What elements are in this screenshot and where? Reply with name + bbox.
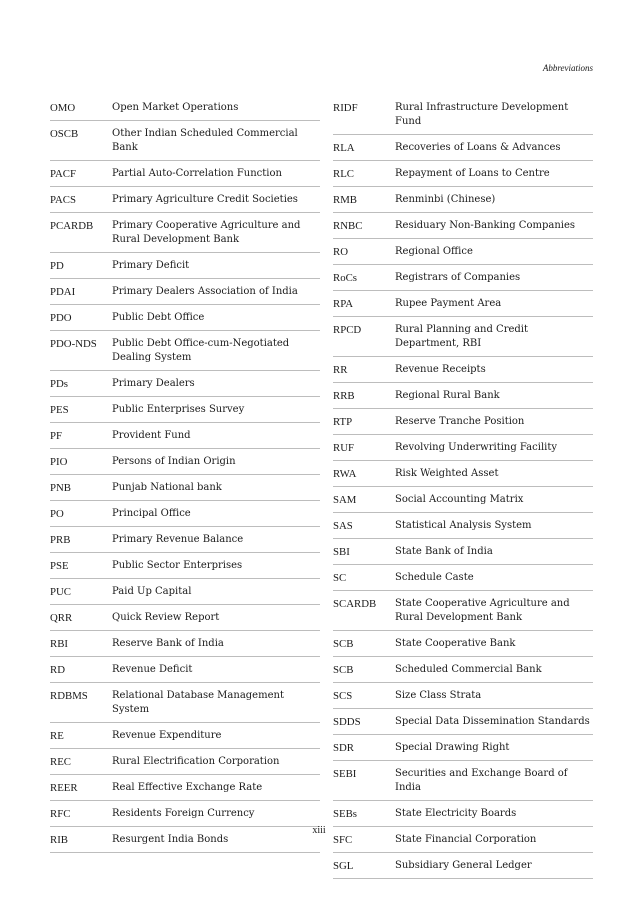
abbreviation-list-left	[50, 96, 320, 853]
abbreviation-term: PDAI	[50, 286, 76, 298]
abbreviation-row	[50, 96, 320, 121]
abbreviation-expansion: Primary Cooperative Agriculture and Rural Development Bank	[112, 220, 301, 245]
abbreviation-expansion: Open Market Operations	[112, 102, 239, 113]
abbreviation-term: RWA	[333, 468, 357, 480]
abbreviation-row	[333, 513, 593, 539]
abbreviation-row	[50, 553, 320, 579]
abbreviation-row	[50, 579, 320, 605]
abbreviation-row	[50, 187, 320, 213]
abbreviation-row	[333, 161, 593, 187]
abbreviation-row	[333, 461, 593, 487]
abbreviation-expansion: Reserve Bank of India	[112, 638, 224, 649]
abbreviation-term: RO	[333, 246, 348, 258]
abbreviation-term: PD	[50, 260, 64, 272]
abbreviation-expansion: Relational Database Management System	[112, 690, 284, 715]
running-header: Abbreviations	[542, 63, 593, 73]
abbreviation-row	[50, 449, 320, 475]
abbreviation-term: PSE	[50, 560, 69, 572]
abbreviation-row	[50, 501, 320, 527]
abbreviation-term: REC	[50, 756, 71, 768]
abbreviation-expansion: State Electricity Boards	[395, 808, 517, 819]
abbreviation-expansion: Revenue Deficit	[112, 664, 193, 675]
abbreviation-term: SAS	[333, 520, 353, 532]
abbreviation-row	[50, 253, 320, 279]
abbreviation-row	[50, 527, 320, 553]
abbreviation-row	[333, 761, 593, 801]
abbreviation-term: RNBC	[333, 220, 363, 232]
abbreviation-expansion: Public Sector Enterprises	[112, 560, 243, 571]
abbreviation-row	[333, 213, 593, 239]
abbreviation-term: RoCs	[333, 272, 358, 284]
abbreviation-expansion: State Bank of India	[395, 546, 493, 557]
abbreviation-term: SDR	[333, 742, 355, 754]
abbreviation-term: PACF	[50, 168, 77, 180]
abbreviation-term: PIO	[50, 456, 68, 468]
abbreviation-term: PDO-NDS	[50, 338, 97, 350]
abbreviation-row	[50, 305, 320, 331]
abbreviation-expansion: Public Debt Office	[112, 312, 205, 323]
abbreviation-row	[50, 161, 320, 187]
abbreviation-expansion: Punjab National bank	[112, 482, 222, 493]
abbreviation-row	[333, 487, 593, 513]
abbreviation-expansion: Residents Foreign Currency	[112, 808, 255, 819]
abbreviation-row	[333, 683, 593, 709]
abbreviation-term: PO	[50, 508, 64, 520]
abbreviation-row	[333, 96, 593, 135]
abbreviation-term: PACS	[50, 194, 77, 206]
abbreviation-row	[50, 801, 320, 827]
abbreviation-term: SCB	[333, 664, 354, 676]
abbreviation-expansion: Primary Revenue Balance	[112, 534, 244, 545]
abbreviation-row	[333, 853, 593, 879]
abbreviation-expansion: Resurgent India Bonds	[112, 834, 229, 845]
abbreviation-expansion: Rural Electrification Corporation	[112, 756, 280, 767]
abbreviation-row	[50, 631, 320, 657]
abbreviation-expansion: Provident Fund	[112, 430, 191, 441]
abbreviation-row	[333, 565, 593, 591]
abbreviation-row	[333, 317, 593, 357]
abbreviation-term: REER	[50, 782, 78, 794]
abbreviation-row	[333, 291, 593, 317]
abbreviation-term: PDO	[50, 312, 72, 324]
abbreviation-expansion: Recoveries of Loans & Advances	[395, 142, 561, 153]
abbreviation-row	[50, 397, 320, 423]
page-number: xiii	[312, 825, 326, 836]
abbreviation-row	[333, 135, 593, 161]
abbreviation-expansion: State Cooperative Agriculture and Rural Development Bank	[395, 598, 570, 623]
abbreviation-expansion: Primary Dealers Association of India	[112, 286, 298, 297]
abbreviation-row	[50, 371, 320, 397]
abbreviation-term: SGL	[333, 860, 354, 872]
abbreviation-term: RD	[50, 664, 65, 676]
abbreviation-term: RLA	[333, 142, 355, 154]
abbreviation-row	[50, 213, 320, 253]
abbreviation-expansion: Rupee Payment Area	[395, 298, 502, 309]
abbreviation-expansion: Residuary Non-Banking Companies	[395, 220, 576, 231]
abbreviation-expansion: Statistical Analysis System	[395, 520, 532, 531]
abbreviation-expansion: Real Effective Exchange Rate	[112, 782, 263, 793]
abbreviation-expansion: Other Indian Scheduled Commercial Bank	[112, 128, 298, 153]
abbreviation-term: RMB	[333, 194, 358, 206]
abbreviation-expansion: Schedule Caste	[395, 572, 474, 583]
abbreviation-expansion: Primary Dealers	[112, 378, 195, 389]
abbreviation-expansion: State Cooperative Bank	[395, 638, 516, 649]
abbreviation-term: SAM	[333, 494, 357, 506]
abbreviation-expansion: Rural Planning and Credit Department, RBI	[395, 324, 529, 349]
abbreviation-expansion: Primary Agriculture Credit Societies	[112, 194, 298, 205]
abbreviation-expansion: Quick Review Report	[112, 612, 220, 623]
abbreviation-row	[50, 657, 320, 683]
abbreviation-row	[333, 187, 593, 213]
abbreviation-term: PF	[50, 430, 63, 442]
abbreviation-term: SC	[333, 572, 347, 584]
abbreviation-row	[50, 475, 320, 501]
abbreviation-expansion: Public Enterprises Survey	[112, 404, 245, 415]
abbreviation-expansion: Public Debt Office-cum-Negotiated Dealing System	[112, 338, 290, 363]
abbreviation-term: RLC	[333, 168, 354, 180]
abbreviation-term: PCARDB	[50, 220, 94, 232]
abbreviation-expansion: Persons of Indian Origin	[112, 456, 236, 467]
abbreviation-term: RIB	[50, 834, 68, 846]
abbreviation-row	[333, 383, 593, 409]
abbreviation-term: SEBs	[333, 808, 358, 820]
abbreviation-expansion: Regional Rural Bank	[395, 390, 500, 401]
abbreviation-expansion: Renminbi (Chinese)	[395, 194, 496, 205]
abbreviation-expansion: Scheduled Commercial Bank	[395, 664, 542, 675]
abbreviation-row	[333, 735, 593, 761]
abbreviation-row	[50, 749, 320, 775]
abbreviation-expansion: State Financial Corporation	[395, 834, 537, 845]
abbreviation-term: SBI	[333, 546, 350, 558]
abbreviation-row	[50, 423, 320, 449]
abbreviation-row	[333, 591, 593, 631]
abbreviation-term: RPA	[333, 298, 354, 310]
abbreviation-term: PES	[50, 404, 69, 416]
abbreviation-row	[50, 331, 320, 371]
abbreviation-row	[333, 801, 593, 827]
abbreviation-term: RIDF	[333, 102, 358, 114]
abbreviation-list-right	[333, 96, 593, 879]
abbreviation-expansion: Revenue Expenditure	[112, 730, 222, 741]
abbreviation-expansion: Special Data Dissemination Standards	[395, 716, 590, 727]
abbreviation-expansion: Social Accounting Matrix	[395, 494, 524, 505]
abbreviation-row	[333, 631, 593, 657]
abbreviation-term: RRB	[333, 390, 355, 402]
abbreviation-term: SCARDB	[333, 598, 377, 610]
abbreviation-term: OSCB	[50, 128, 79, 140]
abbreviation-term: RTP	[333, 416, 353, 428]
abbreviation-expansion: Reserve Tranche Position	[395, 416, 525, 427]
abbreviation-expansion: Registrars of Companies	[395, 272, 521, 283]
abbreviation-expansion: Partial Auto-Correlation Function	[112, 168, 282, 179]
abbreviation-term: SFC	[333, 834, 353, 846]
abbreviation-term: SEBI	[333, 768, 357, 780]
abbreviation-expansion: Securities and Exchange Board of India	[395, 768, 568, 793]
abbreviation-term: PRB	[50, 534, 71, 546]
abbreviation-term: QRR	[50, 612, 73, 624]
abbreviation-term: RBI	[50, 638, 68, 650]
abbreviation-term: RFC	[50, 808, 71, 820]
abbreviation-term: RPCD	[333, 324, 362, 336]
abbreviation-row	[50, 775, 320, 801]
abbreviation-row	[333, 435, 593, 461]
abbreviation-term: RR	[333, 364, 348, 376]
abbreviation-expansion: Subsidiary General Ledger	[395, 860, 532, 871]
abbreviation-term: SCB	[333, 638, 354, 650]
abbreviation-expansion: Risk Weighted Asset	[395, 468, 499, 479]
abbreviation-expansion: Regional Office	[395, 246, 473, 257]
abbreviation-expansion: Revenue Receipts	[395, 364, 486, 375]
abbreviation-term: PUC	[50, 586, 72, 598]
abbreviation-row	[333, 265, 593, 291]
abbreviation-expansion: Size Class Strata	[395, 690, 482, 701]
abbreviation-term: RUF	[333, 442, 355, 454]
abbreviation-row	[50, 121, 320, 161]
abbreviation-row	[333, 539, 593, 565]
abbreviation-row	[333, 709, 593, 735]
abbreviation-expansion: Principal Office	[112, 508, 191, 519]
abbreviation-term: RE	[50, 730, 64, 742]
abbreviation-expansion: Rural Infrastructure Development Fund	[395, 102, 569, 127]
abbreviation-row	[50, 279, 320, 305]
abbreviation-term: SDDS	[333, 716, 361, 728]
abbreviation-row	[333, 657, 593, 683]
abbreviation-term: PDs	[50, 378, 69, 390]
abbreviation-row	[333, 357, 593, 383]
abbreviation-expansion: Repayment of Loans to Centre	[395, 168, 550, 179]
abbreviation-expansion: Revolving Underwriting Facility	[395, 442, 558, 453]
abbreviation-term: OMO	[50, 102, 76, 114]
abbreviation-expansion: Special Drawing Right	[395, 742, 510, 753]
abbreviation-expansion: Paid Up Capital	[112, 586, 192, 597]
abbreviation-row	[333, 409, 593, 435]
abbreviation-term: RDBMS	[50, 690, 88, 702]
abbreviation-row	[333, 239, 593, 265]
abbreviation-row	[50, 723, 320, 749]
abbreviation-row	[50, 683, 320, 723]
abbreviation-term: PNB	[50, 482, 72, 494]
abbreviation-expansion: Primary Deficit	[112, 260, 190, 271]
abbreviation-term: SCS	[333, 690, 353, 702]
abbreviation-row	[50, 605, 320, 631]
